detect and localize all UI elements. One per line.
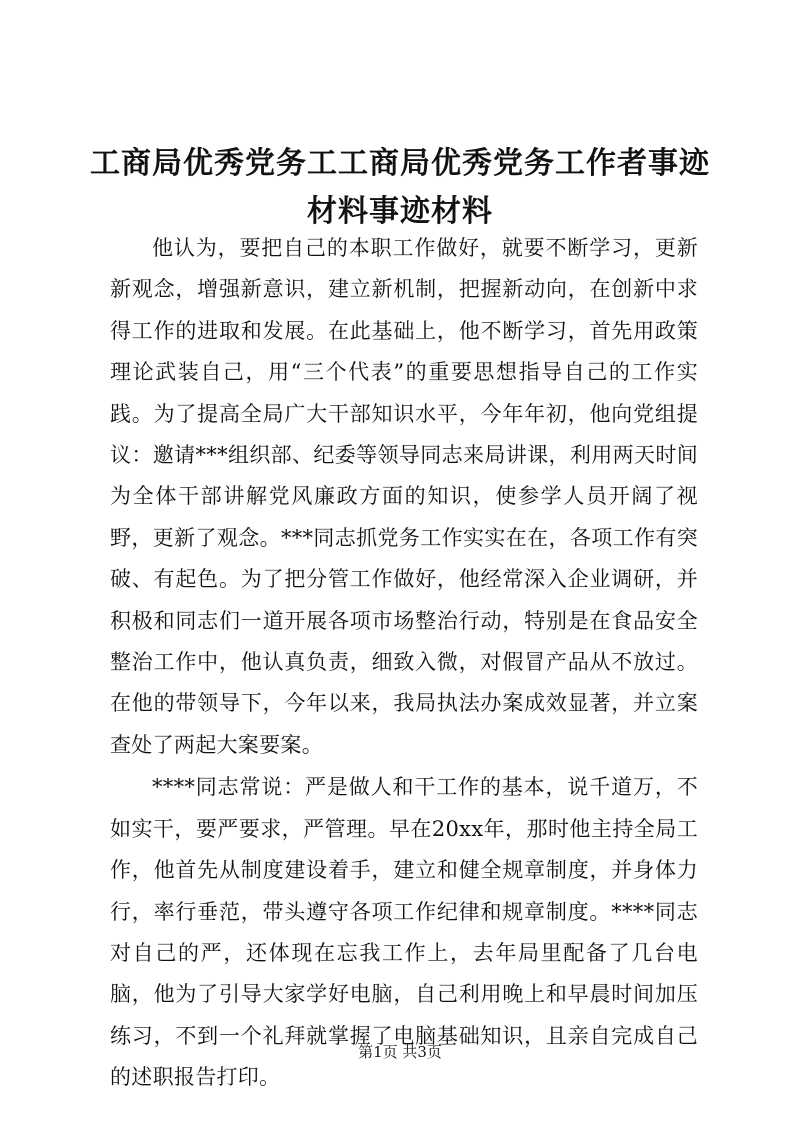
paragraph-1: 他认为，要把自己的本职工作做好，就要不断学习，更新新观念，增强新意识，建立新机制，把握新动向，在创新中求得工作的进取和发展。在此基础上，他不断学习，首先用政策理论武装自己，用“三个代表”的重要思想指导自己的工作实践。为了提高全局广大干部知识水平，今年年初，他向党组提议：邀请***组织部、纪委等领导同志来局讲课，利用两天时间为全体干部讲解党风廉政方面的知识，使参学人员开阔了视野，更新了观念。***同志抓党务工作实实在在，各项工作有突破、有起色。为了把分管工作做好，他经常深入企业调研，并积极和同志们一道开展各项市场整治行动，特别是在食品安全整治工作中，他认真负责，细致入微，对假冒产品从不放过。在他的带领导下，今年以来，我局执法办案成效显著，并立案查处了两起大案要案。	[110, 236, 698, 757]
document-body	[110, 228, 698, 1099]
page-number-footer: 第1页 共3页	[358, 1043, 442, 1061]
paragraph-2: ****同志常说：严是做人和干工作的基本，说千道万，不如实干，要严要求，严管理。早在20xx年，那时他主持全局工作，他首先从制度建设着手，建立和健全规章制度，并身体力行，率行垂范，带头遵守各项工作纪律和规章制度。****同志对自己的严，还体现在忘我工作上，去年局里配备了几台电脑，他为了引导大家学好电脑，自己利用晚上和早晨时间加压练习，不到一个礼拜就掌握了电脑基础知识，且亲自完成自己的述职报告打印。	[110, 775, 698, 1090]
document-title: 工商局优秀党务工工商局优秀党务工作者事迹材料事迹材料	[90, 146, 710, 229]
